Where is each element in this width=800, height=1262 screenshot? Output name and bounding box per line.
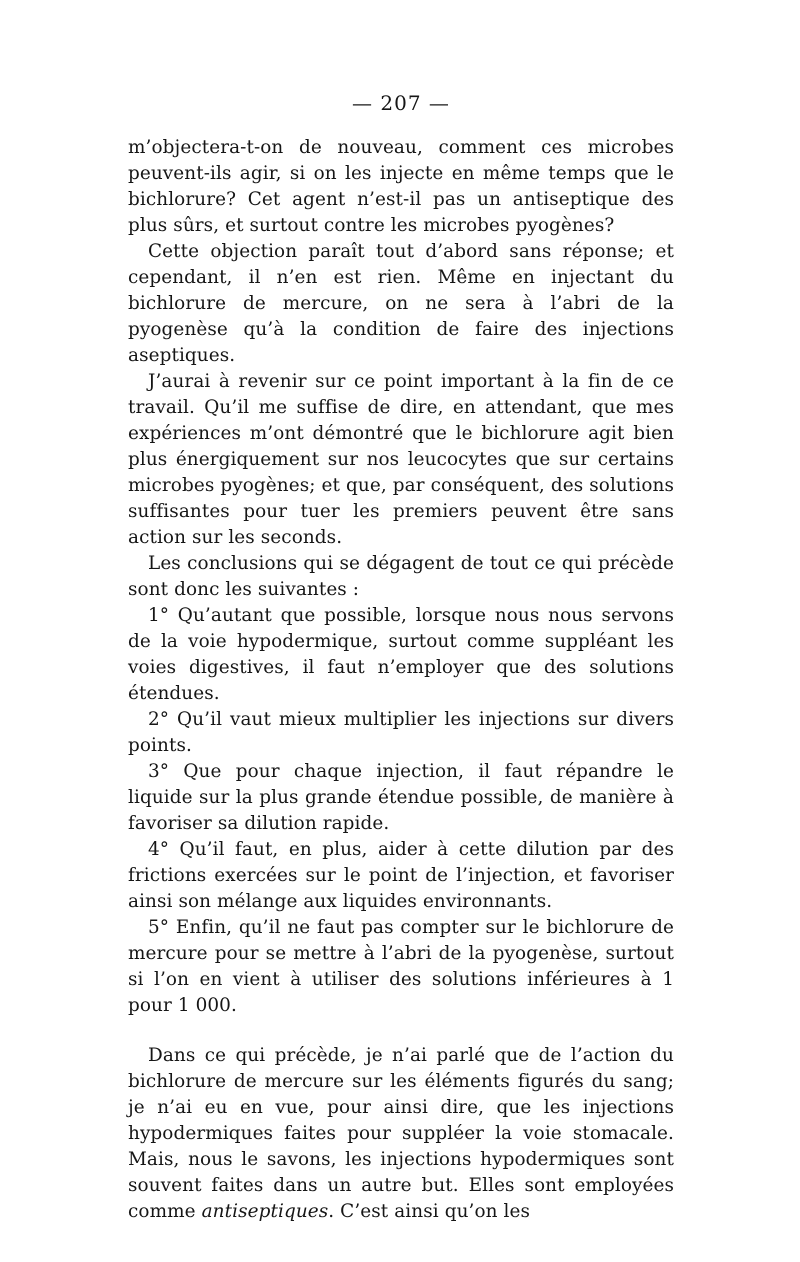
paragraph-continuation: m’objectera-t-on de nouveau, comment ces microbes peuvent-ils agir, si on les injecte en même temps que le bichlorure? Cet agent n’est-il pas un antiseptique des plus sûrs, et surtout contre les microbes pyogènes? bbox=[128, 137, 674, 236]
book-page bbox=[128, 90, 674, 1225]
conclusion-item-4: 4° Qu’il faut, en plus, aider à cette dilution par des frictions exercées sur le point de l’injection, et favoriser ainsi son mélange aux liquides environnants. bbox=[128, 839, 674, 912]
paragraph-antiseptic-use bbox=[128, 1043, 674, 1225]
paragraph-text-after: . C’est ainsi qu’on les bbox=[328, 1201, 531, 1222]
section-break bbox=[128, 1019, 674, 1043]
paragraph-text-before: Dans ce qui précède, je n’ai parlé que de l’action du bichlorure de mercure sur les éléments figurés du sang; je n’ai eu en vue, pour ainsi dire, que les injections hypodermiques faites pour suppléer la voie stomacale. Mais, nous le savons, les injections hypodermiques sont souvent faites dans un autre but. Elles sont employées comme bbox=[128, 1045, 674, 1222]
italic-term-antiseptiques: antiseptiques bbox=[201, 1201, 329, 1222]
page-number: — 207 — bbox=[352, 91, 450, 115]
conclusion-item-2: 2° Qu’il vaut mieux multiplier les injections sur divers points. bbox=[128, 709, 674, 756]
conclusion-item-3: 3° Que pour chaque injection, il faut répandre le liquide sur la plus grande étendue possible, de manière à favoriser sa dilution rapide. bbox=[128, 761, 674, 834]
paragraph-objection: Cette objection paraît tout d’abord sans réponse; et cependant, il n’en est rien. Même en injectant du bichlorure de mercure, on ne sera à l’abri de la pyogenèse qu’à la condition de faire des injections aseptiques. bbox=[128, 241, 674, 366]
paragraph-conclusions-intro: Les conclusions qui se dégagent de tout ce qui précède sont donc les suivantes : bbox=[128, 553, 674, 600]
conclusion-item-5: 5° Enfin, qu’il ne faut pas compter sur le bichlorure de mercure pour se mettre à l’abri de la pyogenèse, surtout si l’on en vient à utiliser des solutions inférieures à 1 pour 1 000. bbox=[128, 917, 674, 1016]
conclusion-item-1: 1° Qu’autant que possible, lorsque nous nous servons de la voie hypodermique, surtout comme suppléant les voies digestives, il faut n’employer que des solutions étendues. bbox=[128, 605, 674, 704]
paragraph-return-point: J’aurai à revenir sur ce point important à la fin de ce travail. Qu’il me suffise de dire, en attendant, que mes expériences m’ont démontré que le bichlorure agit bien plus énergiquement sur nos leucocytes que sur certains microbes pyogènes; et que, par conséquent, des solutions suffisantes pour tuer les premiers peuvent être sans action sur les seconds. bbox=[128, 371, 674, 548]
